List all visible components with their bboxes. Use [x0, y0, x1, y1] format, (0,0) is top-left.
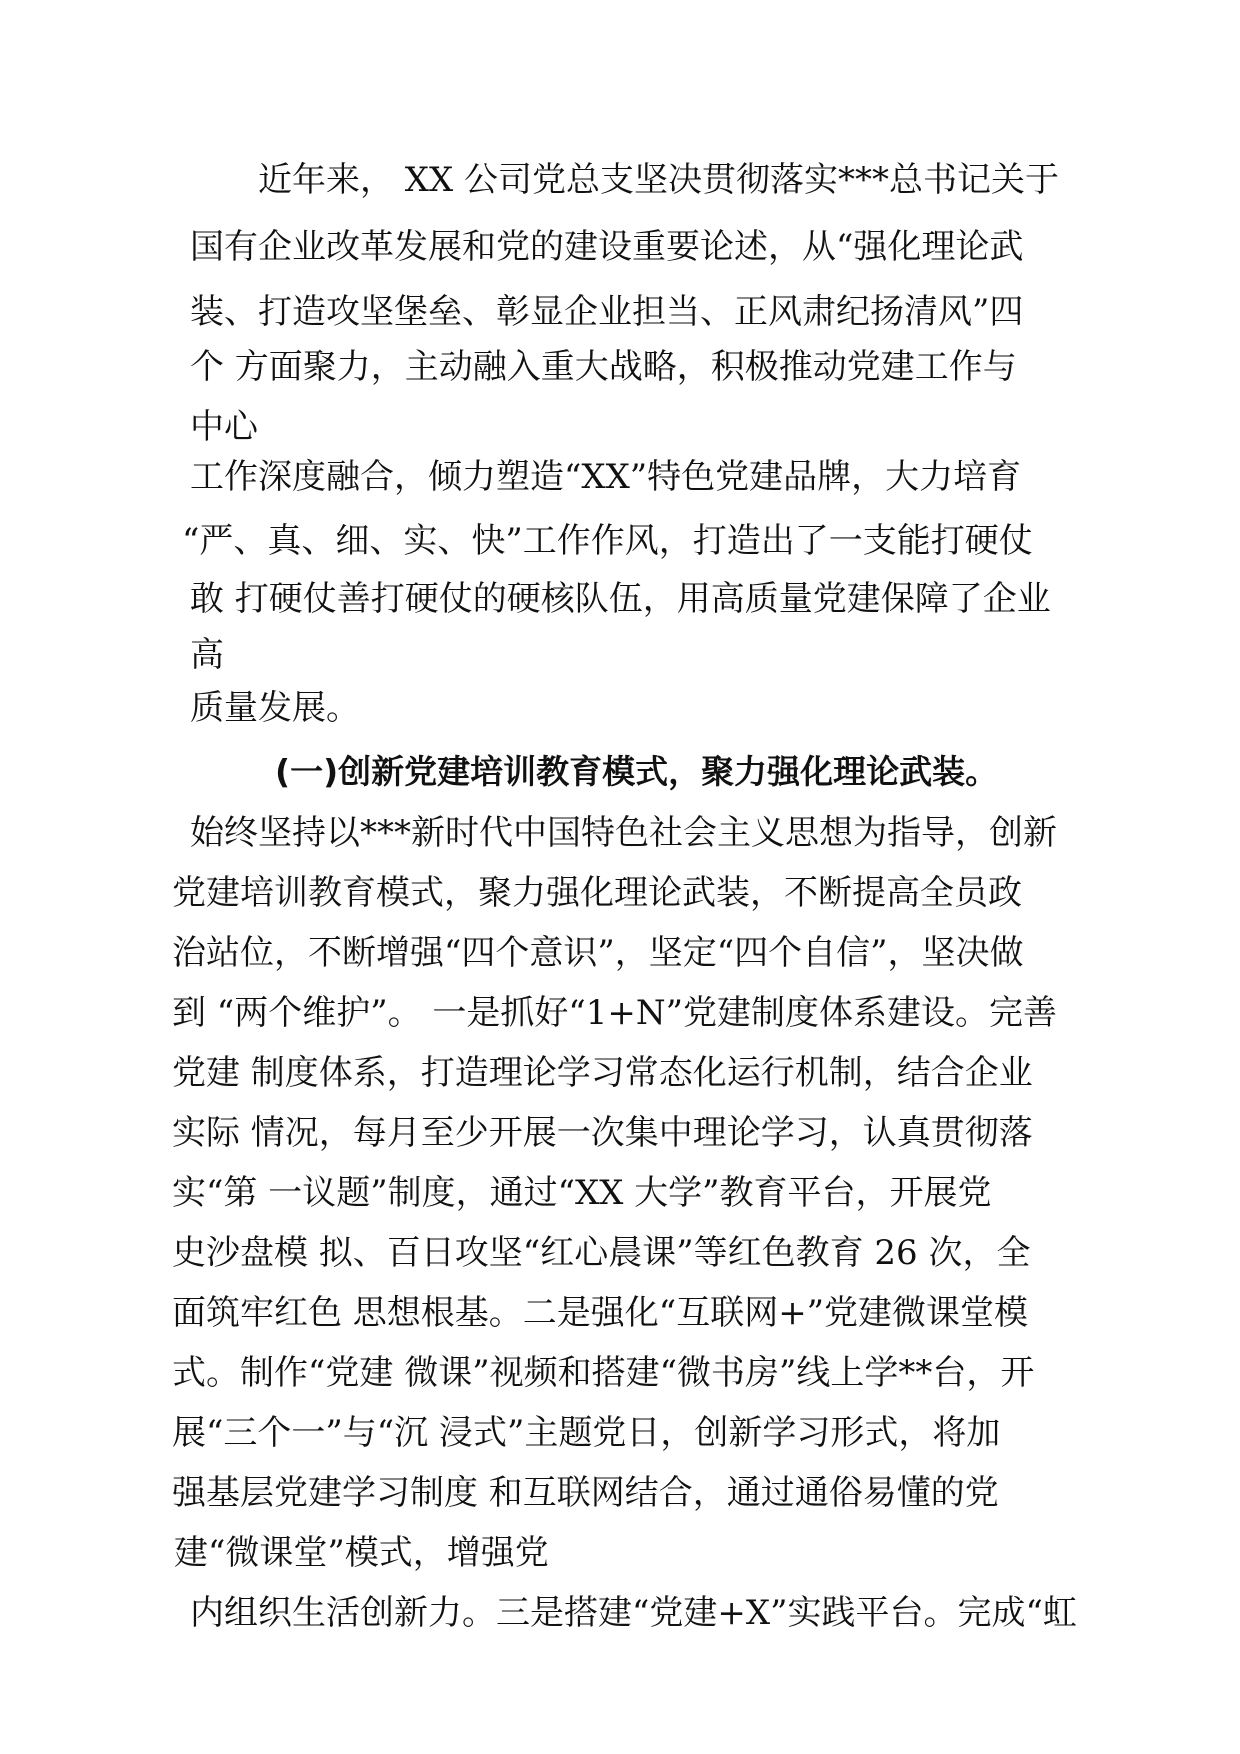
body-line-8: 史沙盘模 拟、百日攻坚“红心晨课”等红色教育 26 次，全 [172, 1233, 1031, 1273]
body-line-11: 展“三个一”与“沉 浸式”主题党日，创新学习形式，将加 [172, 1413, 1001, 1453]
section-heading: (一)创新党建培训教育模式，聚力强化理论武装。 [275, 752, 999, 791]
body-line-10: 式。制作“党建 微课”视频和搭建“微书房”线上学**台，开 [172, 1353, 1035, 1393]
body-line-3: 治站位，不断增强“四个意识”，坚定“四个自信”，坚决做 [172, 933, 1024, 973]
body-line-9: 面筑牢红色 思想根基。二是强化“互联网+”党建微课堂模 [172, 1293, 1029, 1333]
intro-line-9: 高 [190, 635, 224, 675]
intro-line-5: 中心 [190, 407, 258, 447]
body-line-5: 党建 制度体系，打造理论学习常态化运行机制，结合企业 [172, 1053, 1033, 1093]
intro-line-10: 质量发展。 [190, 688, 360, 728]
intro-line-7: “严、真、细、实、快”工作作风，打造出了一支能打硬仗 [182, 521, 1033, 561]
intro-line-8: 敢 打硬仗善打硬仗的硬核队伍，用高质量党建保障了企业 [190, 579, 1051, 619]
intro-line-3: 装、打造攻坚堡垒、彰显企业担当、正风肃纪扬清风”四 [190, 292, 1024, 332]
body-line-6: 实际 情况，每月至少开展一次集中理论学习，认真贯彻落 [172, 1113, 1033, 1153]
body-line-12: 强基层党建学习制度 和互联网结合，通过通俗易懂的党 [172, 1473, 999, 1513]
intro-line-4: 个 方面聚力，主动融入重大战略，积极推动党建工作与 [190, 347, 1017, 387]
body-line-1: 始终坚持以***新时代中国特色社会主义思想为指导，创新 [190, 813, 1057, 853]
intro-line-1: 近年来， XX 公司党总支坚决贯彻落实***总书记关于 [258, 160, 1060, 200]
body-line-4: 到 “两个维护”。 一是抓好“1+N”党建制度体系建设。完善 [172, 993, 1058, 1033]
intro-line-6: 工作深度融合，倾力塑造“XX”特色党建品牌，大力培育 [190, 457, 1022, 497]
intro-line-2: 国有企业改革发展和党的建设重要论述，从“强化理论武 [190, 227, 1024, 267]
body-line-7: 实“第 一议题”制度，通过“XX 大学”教育平台，开展党 [172, 1173, 992, 1213]
body-line-2: 党建培训教育模式，聚力强化理论武装，不断提高全员政 [172, 873, 1022, 913]
body-line-13: 建“微课堂”模式，增强党 [174, 1533, 549, 1573]
body-line-14: 内组织生活创新力。三是搭建“党建+X”实践平台。完成“虹 [190, 1593, 1077, 1633]
